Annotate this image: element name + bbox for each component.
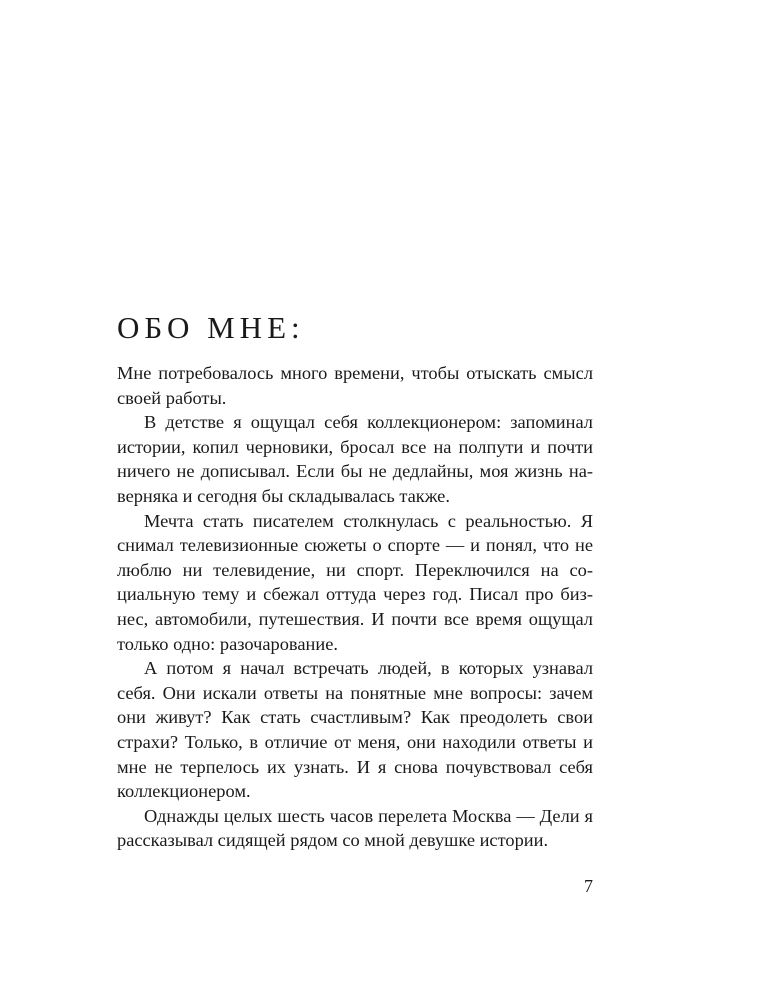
paragraph: В детстве я ощущал себя коллекционером: запоминал истории, копил черновики, бросал все на полпути и почти ничего не дописывал. Если бы не дедлайны, моя жизнь наверняка и сегодня бы складывалась также. <box>117 412 593 506</box>
paragraph: Однажды целых шесть часов перелета Москва — Дели я рассказывал сидящей рядом со мной девушке истории. <box>117 805 593 851</box>
body-text <box>117 361 593 853</box>
paragraph: Мне потребовалось много времени, чтобы отыскать смысл своей работы. <box>117 363 593 408</box>
page-title: ОБО МНЕ: <box>117 310 305 345</box>
paragraph: А потом я начал встречать людей, в которых узнавал себя. Они искали ответы на понятные мне вопросы: зачем они живут? Как стать счастливым? Как преодолеть свои страхи? Только, в отличие от меня, они находили ответы и мне не терпелось их узнать. И я снова почувствовал себя коллекционером. <box>117 658 593 802</box>
page-number: 7 <box>584 876 593 896</box>
paragraph: Мечта стать писателем столкнулась с реальностью. Я снимал телевизионные сюжеты о спорте — и понял, что не люблю ни телевидение, ни спорт. Переключился на социальную тему и сбежал оттуда через год. Писал про бизнес, автомобили, путешествия. И почти все время ощущал только одно: разочарование. <box>117 510 593 654</box>
